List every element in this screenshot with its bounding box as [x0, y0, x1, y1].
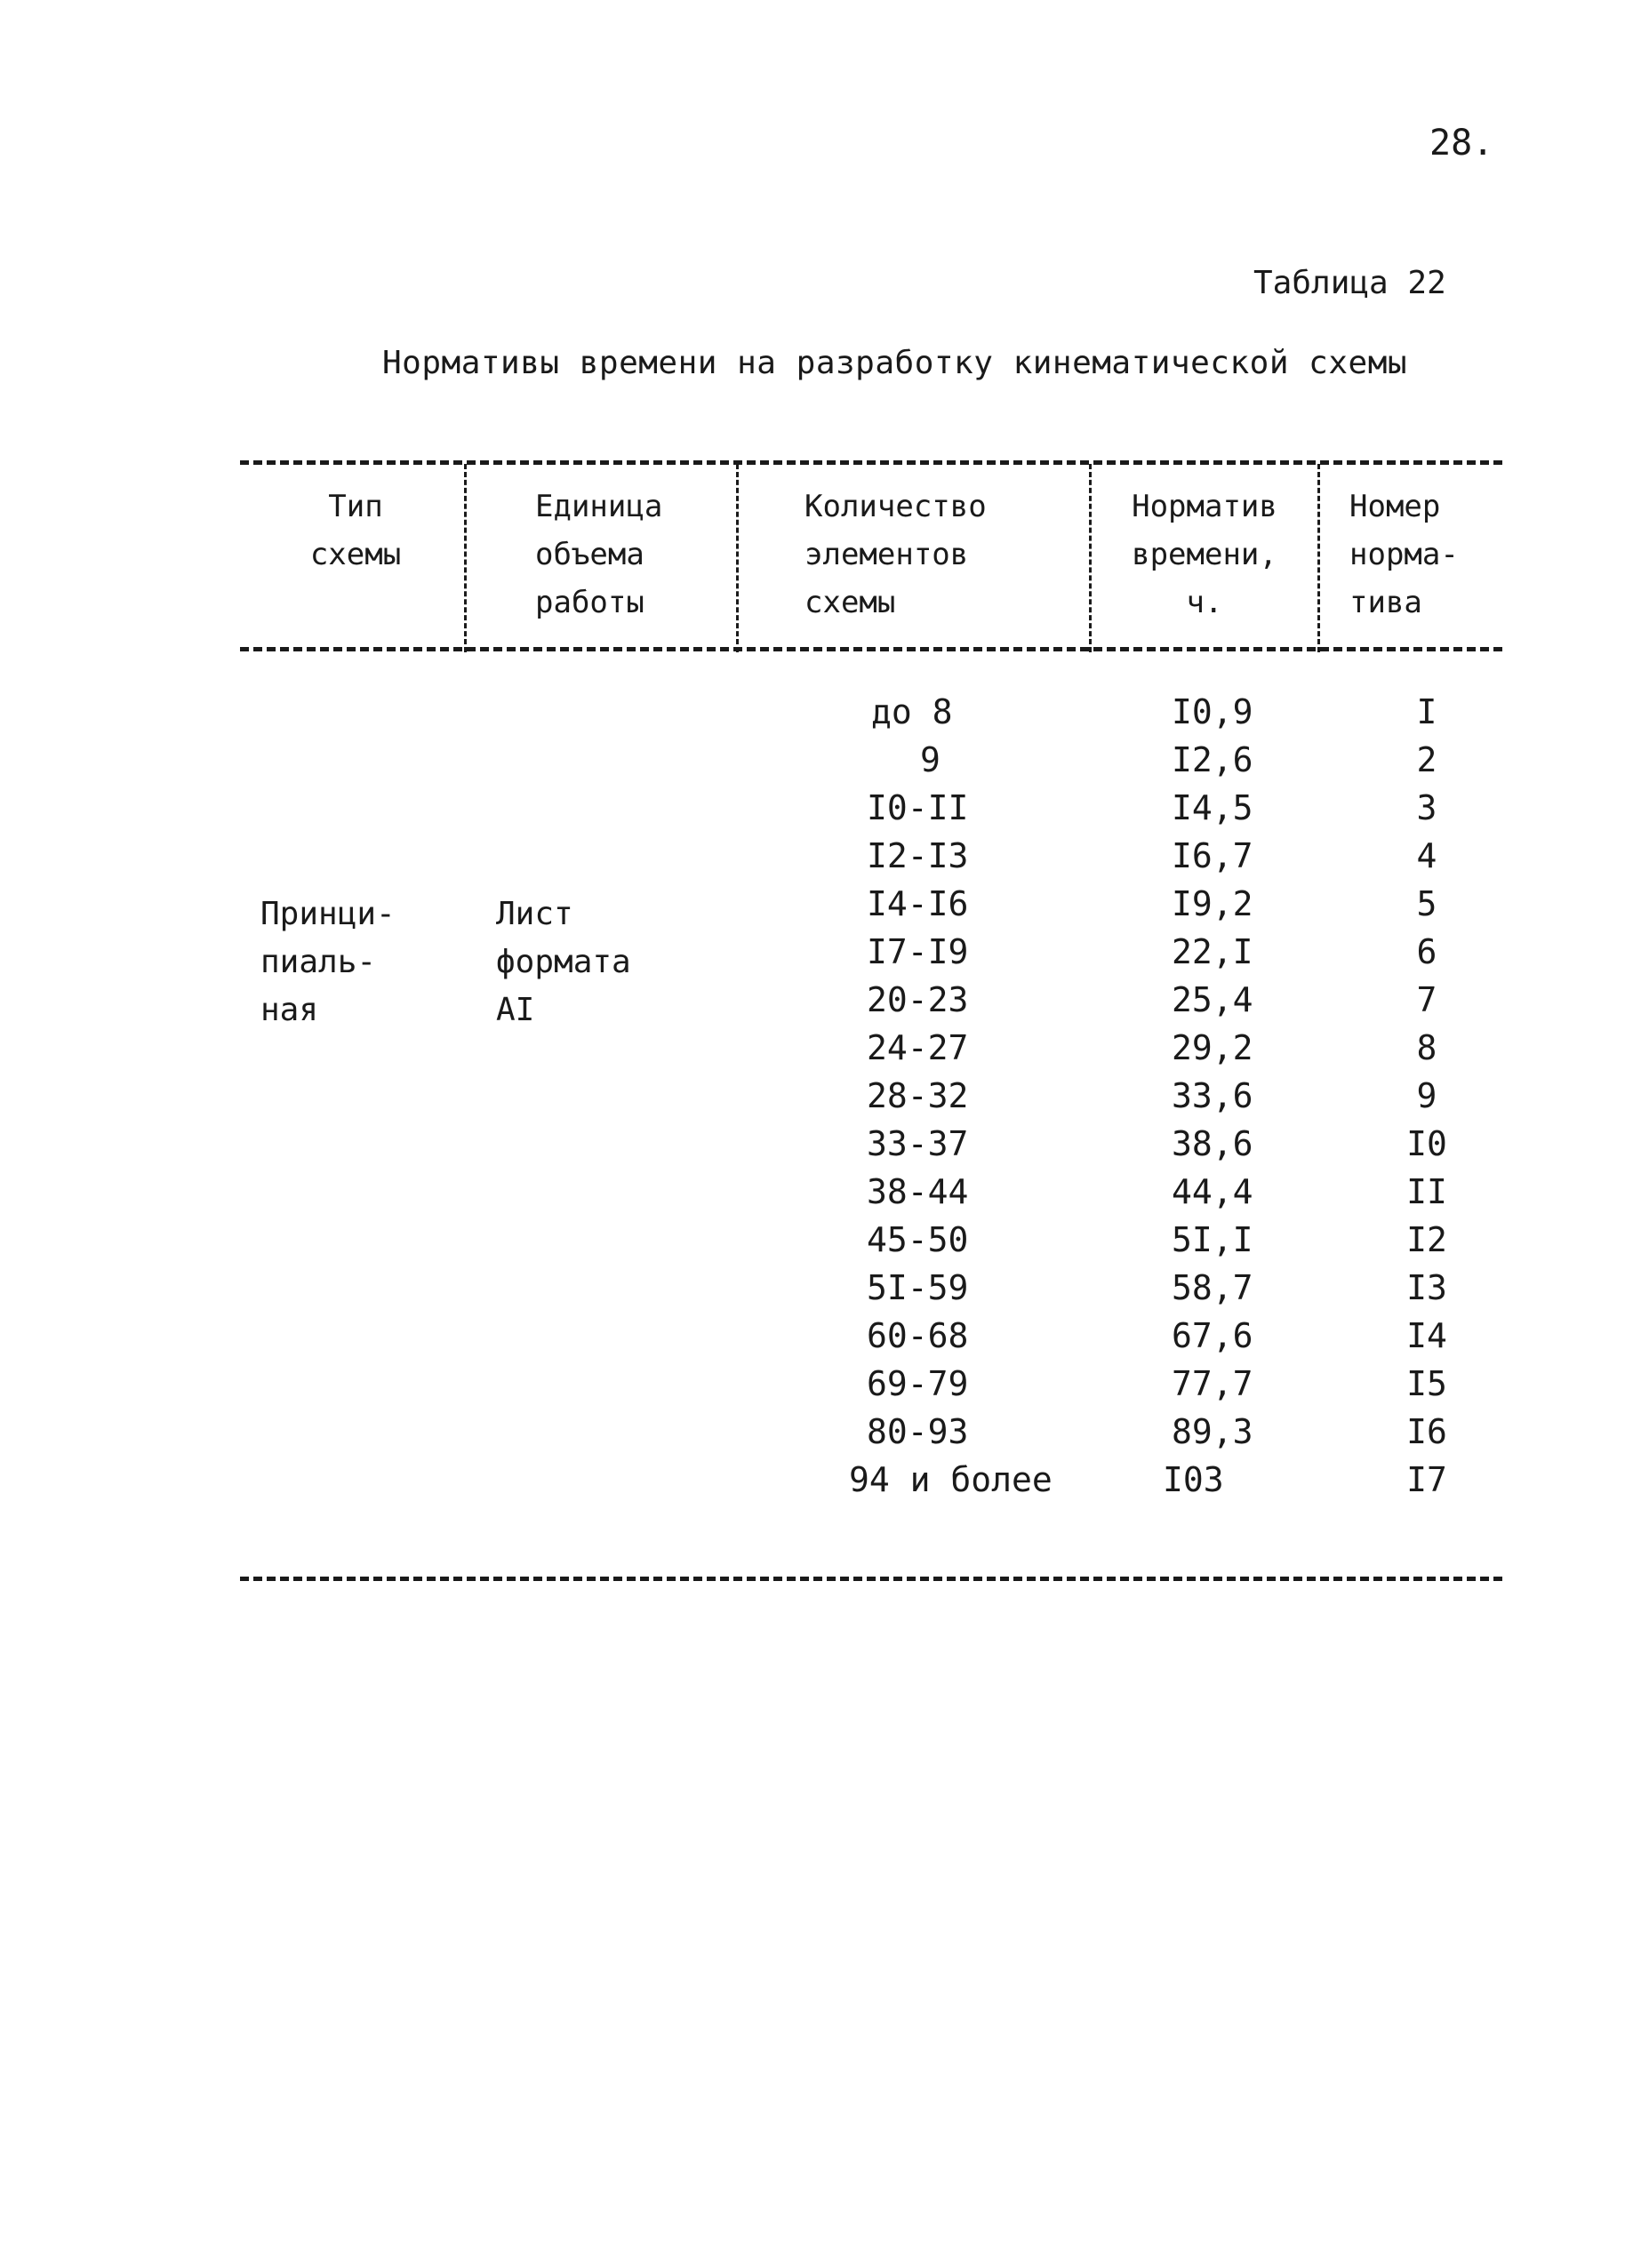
- time-norm-cell: 89,3: [1172, 1412, 1253, 1451]
- table-row: [0, 880, 1633, 928]
- time-norm-cell: 22,I: [1172, 932, 1253, 971]
- time-norm-cell: 44,4: [1172, 1172, 1253, 1211]
- element-count-cell: 80-93: [867, 1412, 969, 1451]
- norm-number-cell: 3: [1416, 788, 1437, 827]
- header-unit: Единица объема работы: [535, 489, 663, 620]
- norm-number-cell: I6: [1406, 1412, 1447, 1451]
- norm-number-cell: I3: [1406, 1268, 1447, 1307]
- element-count-cell: I0-II: [867, 788, 969, 827]
- table-row: [0, 1024, 1633, 1072]
- time-norm-cell: 77,7: [1172, 1364, 1253, 1403]
- header-bottom-rule: [240, 647, 1502, 651]
- time-norm-cell: 29,2: [1172, 1028, 1253, 1067]
- time-norm-cell: I03: [1163, 1460, 1224, 1499]
- time-norm-cell: 25,4: [1172, 980, 1253, 1019]
- norm-number-cell: 5: [1416, 884, 1437, 923]
- norm-number-cell: I4: [1406, 1316, 1447, 1355]
- column-separator: [1317, 464, 1320, 652]
- norm-number-cell: I0: [1406, 1124, 1447, 1163]
- table-bottom-rule: [240, 1577, 1502, 1581]
- table-title: Нормативы времени на разработку кинематической схемы: [382, 345, 1408, 381]
- column-separator: [464, 464, 467, 652]
- norm-number-cell: I5: [1406, 1364, 1447, 1403]
- table-row: [0, 832, 1633, 880]
- table-row: [0, 1408, 1633, 1456]
- table-row: [0, 784, 1633, 832]
- norm-number-cell: I2: [1406, 1220, 1447, 1259]
- table-row: [0, 928, 1633, 976]
- element-count-cell: 60-68: [867, 1316, 969, 1355]
- header-norm: Норматив времени, ч.: [1132, 489, 1277, 620]
- element-count-cell: 5I-59: [867, 1268, 969, 1307]
- element-count-cell: I2-I3: [867, 836, 969, 875]
- scheme-type-cell: Принци- пиаль- ная: [260, 896, 396, 1028]
- column-separator: [1089, 464, 1092, 652]
- element-count-cell: 28-32: [867, 1076, 969, 1115]
- table-row: [0, 688, 1633, 736]
- time-norm-cell: 67,6: [1172, 1316, 1253, 1355]
- table-row: [0, 1360, 1633, 1408]
- element-count-cell: 33-37: [867, 1124, 969, 1163]
- time-norm-cell: I4,5: [1172, 788, 1253, 827]
- norm-number-cell: 6: [1416, 932, 1437, 971]
- table-label: Таблица 22: [1253, 265, 1446, 301]
- element-count-cell: 20-23: [867, 980, 969, 1019]
- table-row: [0, 1072, 1633, 1120]
- norm-number-cell: I7: [1406, 1460, 1447, 1499]
- norm-number-cell: I: [1416, 692, 1437, 731]
- element-count-cell: до 8: [871, 692, 953, 731]
- norm-number-cell: II: [1406, 1172, 1447, 1211]
- element-count-cell: I7-I9: [867, 932, 969, 971]
- table-row: [0, 1120, 1633, 1168]
- column-separator: [736, 464, 739, 652]
- element-count-cell: 94 и более: [849, 1460, 1053, 1499]
- time-norm-cell: 38,6: [1172, 1124, 1253, 1163]
- time-norm-cell: 33,6: [1172, 1076, 1253, 1115]
- header-type: Тип схемы: [309, 489, 402, 572]
- norm-number-cell: 8: [1416, 1028, 1437, 1067]
- table-row: [0, 976, 1633, 1024]
- time-norm-cell: I9,2: [1172, 884, 1253, 923]
- element-count-cell: 38-44: [867, 1172, 969, 1211]
- element-count-cell: 69-79: [867, 1364, 969, 1403]
- time-norm-cell: 5I,I: [1172, 1220, 1253, 1259]
- element-count-cell: 9: [920, 740, 941, 779]
- table-row: [0, 736, 1633, 784]
- norm-number-cell: 2: [1416, 740, 1437, 779]
- header-number: Номер норма- тива: [1349, 489, 1459, 620]
- element-count-cell: 24-27: [867, 1028, 969, 1067]
- time-norm-cell: I0,9: [1172, 692, 1253, 731]
- table-row: [0, 1264, 1633, 1312]
- work-unit-cell: Лист формата AI: [496, 896, 631, 1028]
- element-count-cell: I4-I6: [867, 884, 969, 923]
- time-norm-cell: I2,6: [1172, 740, 1253, 779]
- table-row: [0, 1456, 1633, 1504]
- element-count-cell: 45-50: [867, 1220, 969, 1259]
- norm-number-cell: 7: [1416, 980, 1437, 1019]
- table-row: [0, 1168, 1633, 1216]
- header-count: Количество элементов схемы: [804, 489, 987, 620]
- time-norm-cell: 58,7: [1172, 1268, 1253, 1307]
- norm-number-cell: 9: [1416, 1076, 1437, 1115]
- table-row: [0, 1312, 1633, 1360]
- time-norm-cell: I6,7: [1172, 836, 1253, 875]
- table-row: [0, 1216, 1633, 1264]
- page-number: 28.: [1429, 123, 1494, 164]
- table-top-rule: [240, 460, 1502, 465]
- norm-number-cell: 4: [1416, 836, 1437, 875]
